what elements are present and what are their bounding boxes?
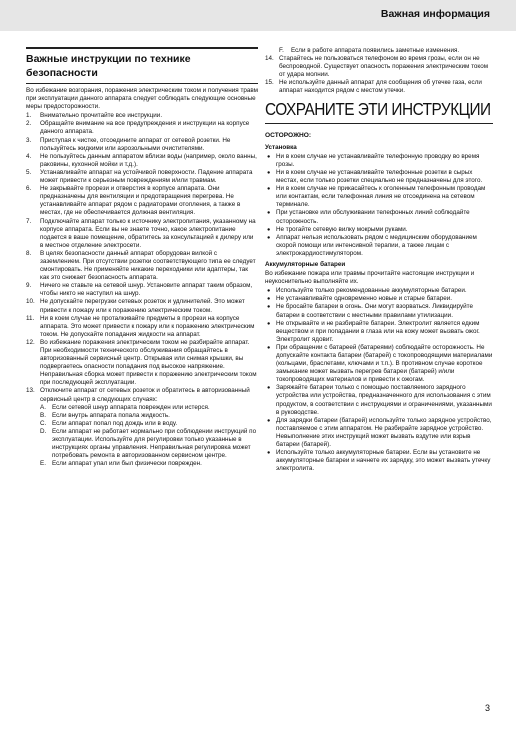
bullet-item: ● Не бросайте батареи в огонь. Они могут взорваться. Ликвидируйте батареи в соответствии с местными правилами утилизации. — [265, 303, 493, 319]
list-item — [40, 428, 258, 460]
item-text: Старайтесь не пользоваться телефоном во время грозы, если он не беспроводной. Существует опасность поражения электрическим током от удара молнии. — [279, 55, 489, 79]
item-number: 13. — [26, 387, 35, 395]
service-conditions-list-cont — [279, 47, 493, 55]
item-number: 3. — [26, 136, 32, 144]
item-number: 14. — [265, 55, 274, 63]
bullet-item: ● Не открывайте и не разбирайте батареи. Электролит является едким веществом и при попадании в глаза или на кожу может вызвать ожог. Электролит ядовит. — [265, 320, 493, 344]
item-text: Устанавливайте аппарат на устойчивой поверхности. Падение аппарата может привести к серьезным повреждениям и/или травмам. — [40, 168, 253, 185]
list-item — [26, 387, 258, 403]
item-text: Не закрывайте прорези и отверстия в корпусе аппарата. Они предназначены для вентиляции и предотвращения перегрева. Не устанавливайте аппарат рядом с радиаторами отопления, а также в местах, где не обеспечивается должная вентиляция. — [40, 185, 241, 217]
bullet-item: ● Используйте только рекомендованные аккумуляторные батареи. — [265, 287, 493, 295]
bullet-item: ● Не трогайте сетевую вилку мокрыми руками. — [265, 226, 493, 234]
bullet-item: ● Используйте только аккумуляторные батареи. Если вы установите не аккумуляторные батареи и начнете их зарядку, это может вызвать утечку электролита. — [265, 449, 493, 473]
safety-instructions-list-cont — [265, 55, 493, 95]
battery-list — [265, 287, 493, 473]
item-number: A. — [40, 403, 46, 411]
item-number: B. — [40, 411, 46, 419]
item-text: Внимательно прочитайте все инструкции. — [40, 112, 163, 120]
bullet-item: ● Ни в коем случае не устанавливайте телефонные розетки в сырых местах, если только розетки специально не предназначены для этого. — [265, 169, 493, 185]
item-text: Если аппарат упал или был физически поврежден. — [52, 460, 202, 468]
item-number: D. — [40, 427, 47, 435]
item-text: Если внутрь аппарата попала жидкость. — [52, 411, 170, 419]
item-text: Если аппарат попал под дождь или в воду. — [52, 419, 178, 427]
item-text: Не пользуйтесь данным аппаратом вблизи воды (например, около ванны, раковины, кухонной мойки и т.д.). — [40, 152, 257, 168]
item-number: 6. — [26, 185, 32, 193]
list-item — [26, 185, 258, 217]
page-number: 3 — [484, 703, 490, 713]
list-item — [40, 460, 258, 468]
installation-heading: Установка — [265, 143, 297, 151]
list-item — [26, 120, 258, 136]
list-item — [26, 298, 258, 314]
list-item — [26, 137, 258, 153]
list-item — [26, 153, 258, 169]
list-item — [26, 250, 258, 282]
left-column — [26, 47, 258, 468]
item-text: Подключайте аппарат только к источнику электропитания, указанному на корпусе аппарата. Если вы не знаете точно, какое электропитание подается в ваше помещение, обратитесь за консультацией к дилеру или в местное отделение электросети. — [40, 217, 256, 249]
item-text: Если аппарат не работает нормально при соблюдении инструкций по эксплуатации. Используйте для регулировки только указанные в инструкциях органы управления. Неправильная регулировка может потребовать ремонта в авторизованном сервисном центре. — [52, 427, 257, 460]
list-item — [40, 412, 258, 420]
bullet-item: ● При установке или обслуживании телефонных линий соблюдайте осторожность. — [265, 209, 493, 225]
list-item — [26, 218, 258, 250]
item-text: Ничего не ставьте на сетевой шнур. Установите аппарат таким образом, чтобы никто не наступил на шнур. — [40, 282, 253, 298]
item-text: Не используйте данный аппарат для сообщения об утечке газа, если аппарат находится рядом с местом утечки. — [279, 79, 482, 95]
bullet-item: ● Аппарат нельзя использовать рядом с медицинским оборудованием скорой помощи или интенсивной терапии, а также лицам с электрокардиостимулятором. — [265, 234, 493, 258]
item-number: C. — [40, 419, 47, 427]
bullet-item: ● При обращении с батареей (батареями) соблюдайте осторожность. Не допускайте контакта батареи (батарей) с токопроводящими материалами (кольцами, браслетами, ключами и т.п.). В противном случае короткое замыкание может вызвать перегрев батареи (батарей) и/или токопроводящих материалов и привести к ожогам. — [265, 344, 493, 384]
bullet-item: ● Не устанавливайте одновременно новые и старые батареи. — [265, 295, 493, 303]
list-item — [279, 47, 493, 55]
item-number: 11. — [26, 314, 35, 322]
item-number: 4. — [26, 152, 32, 160]
list-item — [40, 420, 258, 428]
item-text: В целях безопасности данный аппарат оборудован вилкой с заземлением. При отсутствии розетки соответствующего типа ее следует смонтировать. Не применяйте никакие переходники или адаптеры, так как это снижает безопасность аппарата. — [40, 249, 256, 282]
item-number: 2. — [26, 120, 32, 128]
item-number: 8. — [26, 249, 32, 257]
safety-title: Важные инструкции по технике безопасности — [26, 53, 191, 79]
bullet-item: ● Заряжайте батареи только с помощью поставляемого зарядного устройства или устройства, предназначенного для использования с этим продуктом, в соответствии с инструкциями и ограничениями, указанными в руководстве. — [265, 384, 493, 416]
item-text: Если сетевой шнур аппарата поврежден или истерся. — [52, 403, 210, 411]
list-item — [26, 339, 258, 388]
item-number: 10. — [26, 298, 35, 306]
item-text: Отключите аппарат от сетевых розеток и обратитесь в авторизованный сервисный центр в следующих случаях: — [40, 387, 250, 403]
item-text: Обращайте внимание на все предупреждения и инструкции на корпусе данного аппарата. — [40, 120, 250, 136]
installation-list — [265, 153, 493, 258]
right-column — [265, 47, 493, 473]
item-text: Во избежание поражения электрическим током не разбирайте аппарат. При необходимости технического обслуживания обращайтесь в авторизованный сервисный центр. Открывая или снимая крышки, вы подвергаетесь опасности попадания под высокое напряжение. Неправильная сборка может привести к поражению электрическим током при последующей эксплуатации. — [40, 338, 257, 387]
battery-intro: Во избежание пожара или травмы прочитайте настоящие инструкции и неукоснительно выполняйте их. — [265, 270, 475, 286]
item-number: 9. — [26, 282, 32, 290]
item-number: 15. — [265, 79, 274, 87]
item-number: E. — [40, 460, 46, 468]
item-number: 1. — [26, 112, 32, 120]
bullet-item: ● Ни в коем случае не прикасайтесь к оголенным телефонным проводам или контактам, если телефонная линия не отсоединена на сетевом терминале. — [265, 185, 493, 209]
item-number: 5. — [26, 168, 32, 176]
list-item — [40, 404, 258, 412]
item-number: 12. — [26, 338, 35, 346]
list-item — [26, 315, 258, 339]
list-item — [26, 282, 258, 298]
safety-title-box — [26, 47, 258, 84]
battery-heading: Аккумуляторные батареи — [265, 260, 346, 268]
item-letter: F. — [279, 47, 284, 54]
intro-paragraph: Во избежание возгорания, поражения электрическим током и получения травм при эксплуатации данного аппарата следует соблюдать следующие основные меры предосторожности. — [26, 87, 258, 111]
item-text: Ни в коем случае не проталкивайте предметы в прорези на корпусе аппарата. Это может привести к пожару или к поражению электрическим током. Не допускайте попадания жидкости на аппарат. — [40, 314, 255, 338]
item-number: 7. — [26, 217, 32, 225]
item-text: Если в работе аппарата появились заметные изменения. — [291, 47, 460, 54]
list-item — [265, 79, 493, 95]
list-item — [26, 169, 258, 185]
item-text: Приступая к чистке, отсоедините аппарат от сетевой розетки. Не пользуйтесь жидкими или аэрозольными очистителями. — [40, 136, 231, 152]
safety-instructions-list — [26, 112, 258, 403]
bullet-item: ● Для зарядки батареи (батарей) используйте только зарядное устройство, поставляемое с этим аппаратом. Не разбирайте зарядное устройство. Невыполнение этих инструкций может вызвать вздутие или взрыв батареи (батарей). — [265, 417, 493, 449]
divider — [265, 123, 493, 124]
section-header-title: Важная информация — [380, 8, 490, 20]
save-instructions-heading: СОХРАНИТЕ ЭТИ ИНСТРУКЦИИ — [265, 98, 491, 119]
caution-heading: ОСТОРОЖНО: — [265, 131, 312, 139]
list-item — [265, 55, 493, 79]
service-conditions-list — [40, 404, 258, 469]
item-text: Не допускайте перегрузки сетевых розеток и удлинителей. Это может привести к пожару или к поражению электрическим током. — [40, 298, 245, 314]
bullet-item: ● Ни в коем случае не устанавливайте телефонную проводку во время грозы. — [265, 153, 493, 169]
